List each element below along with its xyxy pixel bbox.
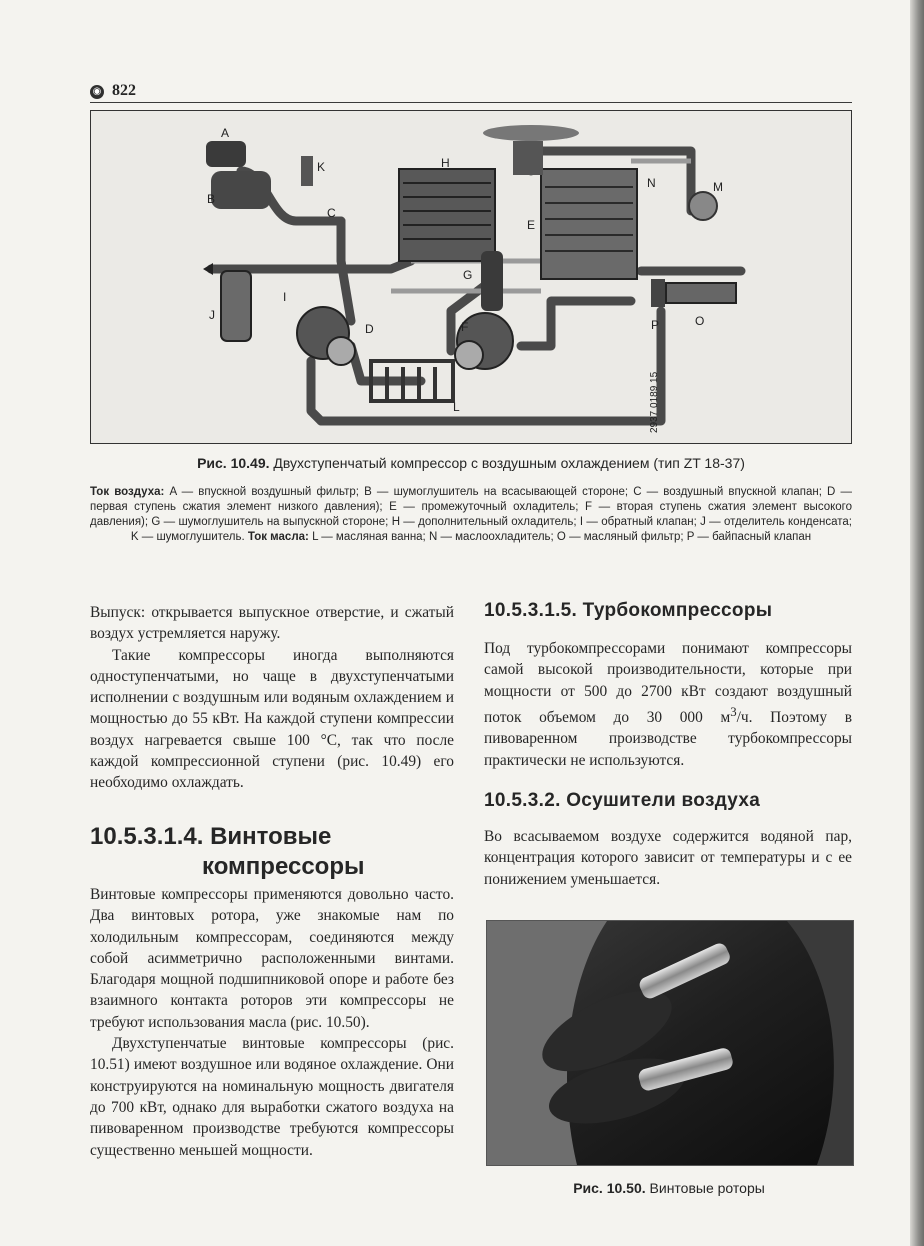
heading-line: 10.5.3.1.4. Винтовые (90, 823, 332, 850)
paragraph (484, 638, 852, 771)
paragraph: Двухступенчатые винтовые компрессоры (рис. 10.51) имеют воздушное или водяное охлаждение. Они конструируются на номинальную мощность двигателя до 700 кВт, однако для выработки сжатого воздуха на пивоваренном производстве требуются компрессоры существенно меньшей мощности. (90, 1035, 454, 1159)
label-j: J (209, 308, 215, 322)
right-column-turbo (484, 638, 852, 771)
label-h: H (441, 156, 450, 170)
intake-filter (206, 141, 246, 167)
figure-10-50-caption (486, 1180, 852, 1196)
page-header (90, 84, 852, 103)
discharge-silencer (481, 251, 503, 311)
label-e: E (527, 218, 536, 232)
label-l: L (453, 400, 460, 414)
figure-10-49-caption (90, 455, 852, 471)
condensate-separator (221, 271, 251, 341)
heading-line: компрессоры (202, 853, 365, 880)
caption-number: Рис. 10.49. (197, 455, 270, 471)
figure-code: 2937 0189 15 (649, 371, 660, 433)
label-o: O (695, 314, 705, 328)
section-heading-dryers: 10.5.3.2. Осушители воздуха (484, 790, 761, 811)
gear-m (689, 192, 717, 220)
intercooler (541, 169, 637, 279)
legend-oil-text: L — масляная ванна; N — маслоохладитель; O — масляный фильтр; P — байпасный клапан (308, 531, 812, 543)
figure-legend (90, 485, 852, 545)
label-p: P (651, 318, 660, 332)
label-f: F (461, 320, 469, 334)
superscript: 3 (730, 704, 737, 719)
caption-text: Двухступенчатый компрессор с воздушным охлаждением (тип ZT 18-37) (273, 455, 745, 471)
label-n: N (647, 176, 656, 190)
legend-air-text: A — впускной воздушный фильтр; B — шумоглушитель на всасывающей стороне; C — воздушный впускной клапан; D — первая ступень сжатия элемент низкого давления); E — промежуточный охладитель; F — вторая ступень сжатия элемент высокого давления); G — шумоглушитель на выпускной стороне; H — дополнительный охладитель; I — обратный клапан; J — отделитель конденсата; K — шумоглушитель. (90, 486, 852, 543)
paragraph: Во всасываемом воздухе содержится водяной пар, концентрация которого зависит от температуры и с ее понижением уменьшается. (484, 828, 852, 888)
suction-silencer (211, 171, 271, 209)
outlet-arrow-icon (203, 263, 213, 275)
left-column-top (90, 602, 454, 794)
section-heading-screw (90, 822, 365, 882)
publisher-logo-icon: ◉ (90, 85, 104, 99)
text-span: /ч. Поэтому в пивоваренном производстве турбокомпрессоры практически не используются. (484, 709, 853, 769)
label-c: C (327, 206, 336, 220)
caption-number: Рис. 10.50. (573, 1180, 646, 1196)
paragraph: Такие компрессоры иногда выполняются одноступенчатыми, но чаще в двухступенчатыми исполнении с воздушным или водяным охлаждением и мощностью до 55 кВт. На каждой ступени компрессии воздух нагревается свыше 100 °С, так что после каждой компрессионной ступени (рис. 10.49) его необходимо охлаждать. (90, 646, 454, 792)
compressor-schematic (91, 111, 851, 443)
paragraph: Выпуск: открывается выпускное отверстие, и сжатый воздух устремляется наружу. (90, 604, 454, 643)
paragraph: Винтовые компрессоры применяются довольно часто. Два винтовых ротора, уже знакомые нам по холодильным компрессорам, соединяются между собой асимметрично расположенными винтами. Благодаря мощной подшипниковой опоре и работе без взаимного контакта роторов эти компрессоры не требуют использования масла (рис. 10.50). (90, 886, 454, 1031)
fan-motor (513, 141, 543, 175)
page-number: 822 (112, 82, 136, 99)
right-column-dryers (484, 826, 852, 890)
silencer-k (301, 156, 313, 186)
label-g: G (463, 268, 473, 282)
label-d: D (365, 322, 374, 336)
legend-oil-heading: Ток масла: (247, 531, 309, 543)
oil-filter (666, 283, 736, 303)
screw-rotors-photo (486, 920, 854, 1166)
label-a: A (221, 126, 230, 140)
section-heading-turbo: 10.5.3.1.5. Турбокомпрессоры (484, 600, 773, 621)
label-k: K (317, 160, 326, 174)
label-m: M (713, 180, 723, 194)
caption-text: Винтовые роторы (649, 1180, 765, 1196)
compressor-diagram (90, 110, 852, 444)
text-span: Под турбокомпрессорами понимают компрессоры самой высокой производительности, которые при мощности от 500 до 2700 кВт создают воздушный поток объемом до 30 000 м (484, 640, 852, 727)
legend-air-heading: Ток воздуха: (90, 486, 165, 498)
cooling-fan (483, 125, 579, 141)
book-spine-shadow (910, 0, 924, 1246)
bypass-valve (651, 279, 665, 307)
label-b: B (207, 192, 216, 206)
left-column-bottom (90, 884, 454, 1161)
label-i: I (283, 290, 287, 304)
